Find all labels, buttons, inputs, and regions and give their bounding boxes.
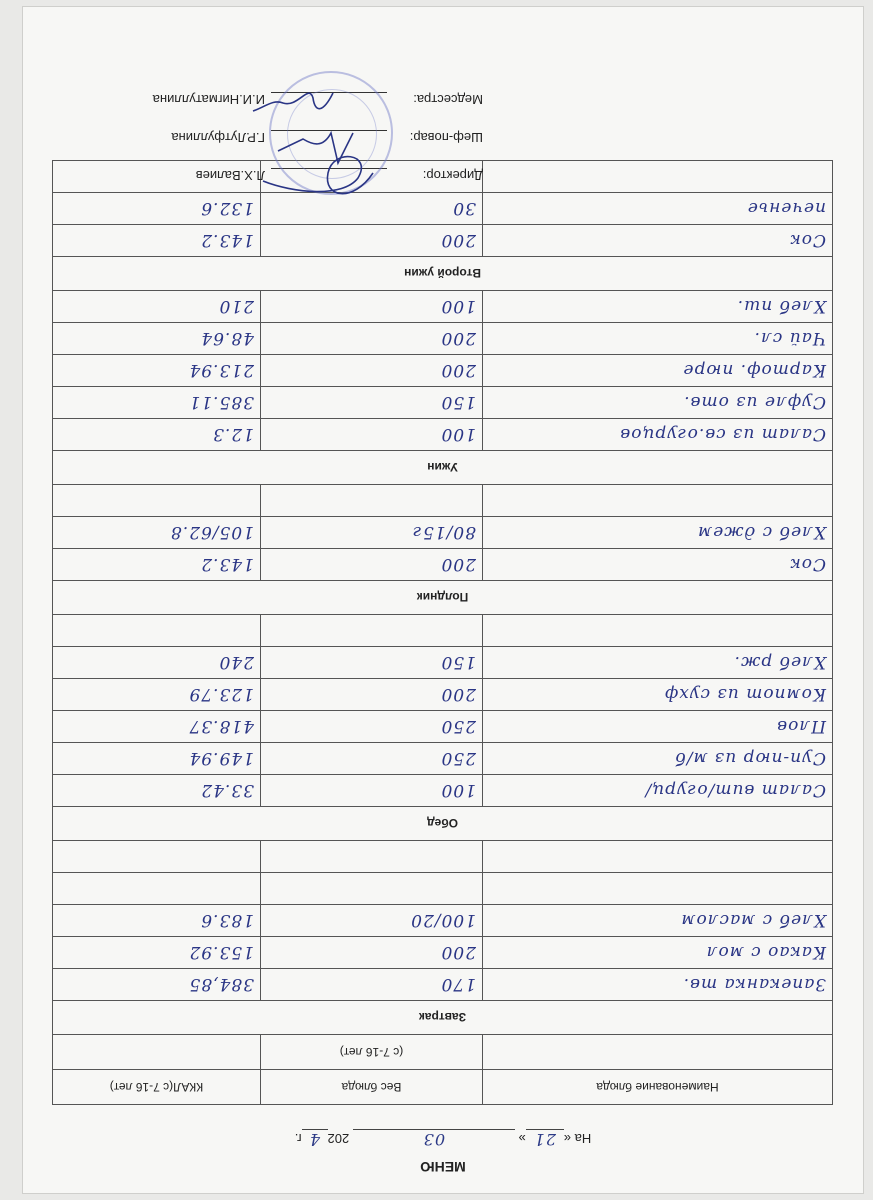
dish-name-cell: Какао с мол <box>483 937 833 969</box>
kcal-cell <box>53 873 261 905</box>
table-row <box>53 225 833 257</box>
weight-cell: 200 <box>261 549 483 581</box>
table-row <box>53 355 833 387</box>
kcal-cell: 385.11 <box>53 387 261 419</box>
table-header-row <box>53 1070 833 1105</box>
weight-cell: 80/15г <box>261 517 483 549</box>
section-title: Ужин <box>53 451 833 485</box>
handwritten-signatures <box>233 73 393 203</box>
signature-role: Шеф-повар: <box>409 130 483 145</box>
table-row <box>53 517 833 549</box>
date-quote: » <box>518 1131 526 1146</box>
table-row <box>53 711 833 743</box>
page-title: МЕНЮ <box>420 1159 466 1175</box>
table-row <box>53 647 833 679</box>
menu-sheet <box>22 6 864 1194</box>
weight-cell: 200 <box>261 679 483 711</box>
dish-name-cell: Сок <box>483 225 833 257</box>
weight-cell: 30 <box>261 193 483 225</box>
section-title: Полдник <box>53 581 833 615</box>
kcal-cell: 48.64 <box>53 323 261 355</box>
weight-cell: 100 <box>261 291 483 323</box>
kcal-cell <box>53 615 261 647</box>
dish-name-cell: Хлеб пш. <box>483 291 833 323</box>
table-row <box>53 387 833 419</box>
section-row <box>53 257 833 291</box>
table-row <box>53 873 833 905</box>
kcal-cell: 153.92 <box>53 937 261 969</box>
dish-name-cell: печенье <box>483 193 833 225</box>
table-row <box>53 615 833 647</box>
menu-table <box>52 160 833 1105</box>
menu-body <box>53 161 833 1035</box>
weight-cell <box>261 873 483 905</box>
weight-cell: 100/20 <box>261 905 483 937</box>
weight-cell: 200 <box>261 225 483 257</box>
dish-name-cell: Салат из св.огурцов <box>483 419 833 451</box>
year-end: г. <box>294 1131 302 1146</box>
weight-cell: 150 <box>261 387 483 419</box>
col-age-range: (с 7-16 лет) <box>261 1035 483 1070</box>
section-title: Обед <box>53 807 833 841</box>
kcal-cell <box>53 485 261 517</box>
signature-name: И.И.Нигматуллина <box>152 92 265 107</box>
table-row <box>53 969 833 1001</box>
signature-director-scribble <box>263 157 373 194</box>
kcal-cell: 213.94 <box>53 355 261 387</box>
subheader-empty <box>53 1035 261 1070</box>
section-row <box>53 1001 833 1035</box>
kcal-cell: 183.6 <box>53 905 261 937</box>
kcal-cell: 210 <box>53 291 261 323</box>
kcal-cell: 143.2 <box>53 549 261 581</box>
table-row <box>53 679 833 711</box>
table-row <box>53 291 833 323</box>
table-row <box>53 775 833 807</box>
dish-name-cell: Хлеб рж. <box>483 647 833 679</box>
date-prefix: На « <box>563 1131 592 1146</box>
dish-name-cell <box>483 161 833 193</box>
dish-name-cell: Чай сл. <box>483 323 833 355</box>
year-suffix: 4 <box>302 1129 328 1149</box>
dish-name-cell: Салат вит/огурц/ <box>483 775 833 807</box>
signature-role: Директор: <box>422 168 483 183</box>
kcal-cell <box>53 841 261 873</box>
dish-name-cell: Хлеб с маслом <box>483 905 833 937</box>
weight-cell: 250 <box>261 743 483 775</box>
date-month: 03 <box>353 1129 515 1149</box>
kcal-cell: 418.37 <box>53 711 261 743</box>
date-line <box>23 1129 863 1149</box>
section-row <box>53 581 833 615</box>
dish-name-cell: Запеканка тв. <box>483 969 833 1001</box>
table-row <box>53 323 833 355</box>
dish-name-cell <box>483 873 833 905</box>
dish-name-cell: Картоф. пюре <box>483 355 833 387</box>
dish-name-cell: Хлеб с джем <box>483 517 833 549</box>
section-title: Завтрак <box>53 1001 833 1035</box>
col-weight: Вес блюда <box>261 1070 483 1105</box>
table-row <box>53 193 833 225</box>
kcal-cell: 123.79 <box>53 679 261 711</box>
weight-cell: 170 <box>261 969 483 1001</box>
weight-cell: 150 <box>261 647 483 679</box>
section-row <box>53 451 833 485</box>
dish-name-cell: Компот из сухф <box>483 679 833 711</box>
signature-name: Г.Р.Лутфуллина <box>171 130 265 145</box>
kcal-cell: 12.3 <box>53 419 261 451</box>
weight-cell: 100 <box>261 775 483 807</box>
signature-name: Л.Х.Валиев <box>195 168 265 183</box>
dish-name-cell: Плов <box>483 711 833 743</box>
signature-role: Медсестра: <box>413 92 483 107</box>
date-day: 21 <box>526 1129 564 1149</box>
table-row <box>53 549 833 581</box>
kcal-cell: 105/62.8 <box>53 517 261 549</box>
weight-cell: 200 <box>261 323 483 355</box>
dish-name-cell <box>483 615 833 647</box>
table-row <box>53 937 833 969</box>
kcal-cell: 143.2 <box>53 225 261 257</box>
signature-nurse-scribble <box>253 93 333 111</box>
table-row <box>53 905 833 937</box>
table-subheader-row <box>53 1035 833 1070</box>
subheader-empty <box>483 1035 833 1070</box>
kcal-cell: 384,85 <box>53 969 261 1001</box>
dish-name-cell <box>483 485 833 517</box>
table-row <box>53 743 833 775</box>
rotated-document <box>23 7 863 1193</box>
table-row <box>53 419 833 451</box>
table-row <box>53 841 833 873</box>
col-dish-name: Наименование блюда <box>483 1070 833 1105</box>
section-title: Второй ужин <box>53 257 833 291</box>
dish-name-cell <box>483 841 833 873</box>
weight-cell: 200 <box>261 355 483 387</box>
section-row <box>53 807 833 841</box>
weight-cell <box>261 841 483 873</box>
kcal-cell: 240 <box>53 647 261 679</box>
weight-cell <box>261 615 483 647</box>
dish-name-cell: Суфле из отв. <box>483 387 833 419</box>
weight-cell: 100 <box>261 419 483 451</box>
year-prefix: 202 <box>327 1131 350 1146</box>
dish-name-cell: Суп-пюр из м/б <box>483 743 833 775</box>
kcal-cell: 149.94 <box>53 743 261 775</box>
kcal-cell: 132.6 <box>53 193 261 225</box>
signature-chef-scribble <box>278 133 353 163</box>
kcal-cell: 33.42 <box>53 775 261 807</box>
table-row <box>53 485 833 517</box>
dish-name-cell: Сок <box>483 549 833 581</box>
col-kcal: ККАЛ(с 7-16 лет) <box>53 1070 261 1105</box>
weight-cell: 200 <box>261 937 483 969</box>
weight-cell <box>261 485 483 517</box>
weight-cell: 250 <box>261 711 483 743</box>
